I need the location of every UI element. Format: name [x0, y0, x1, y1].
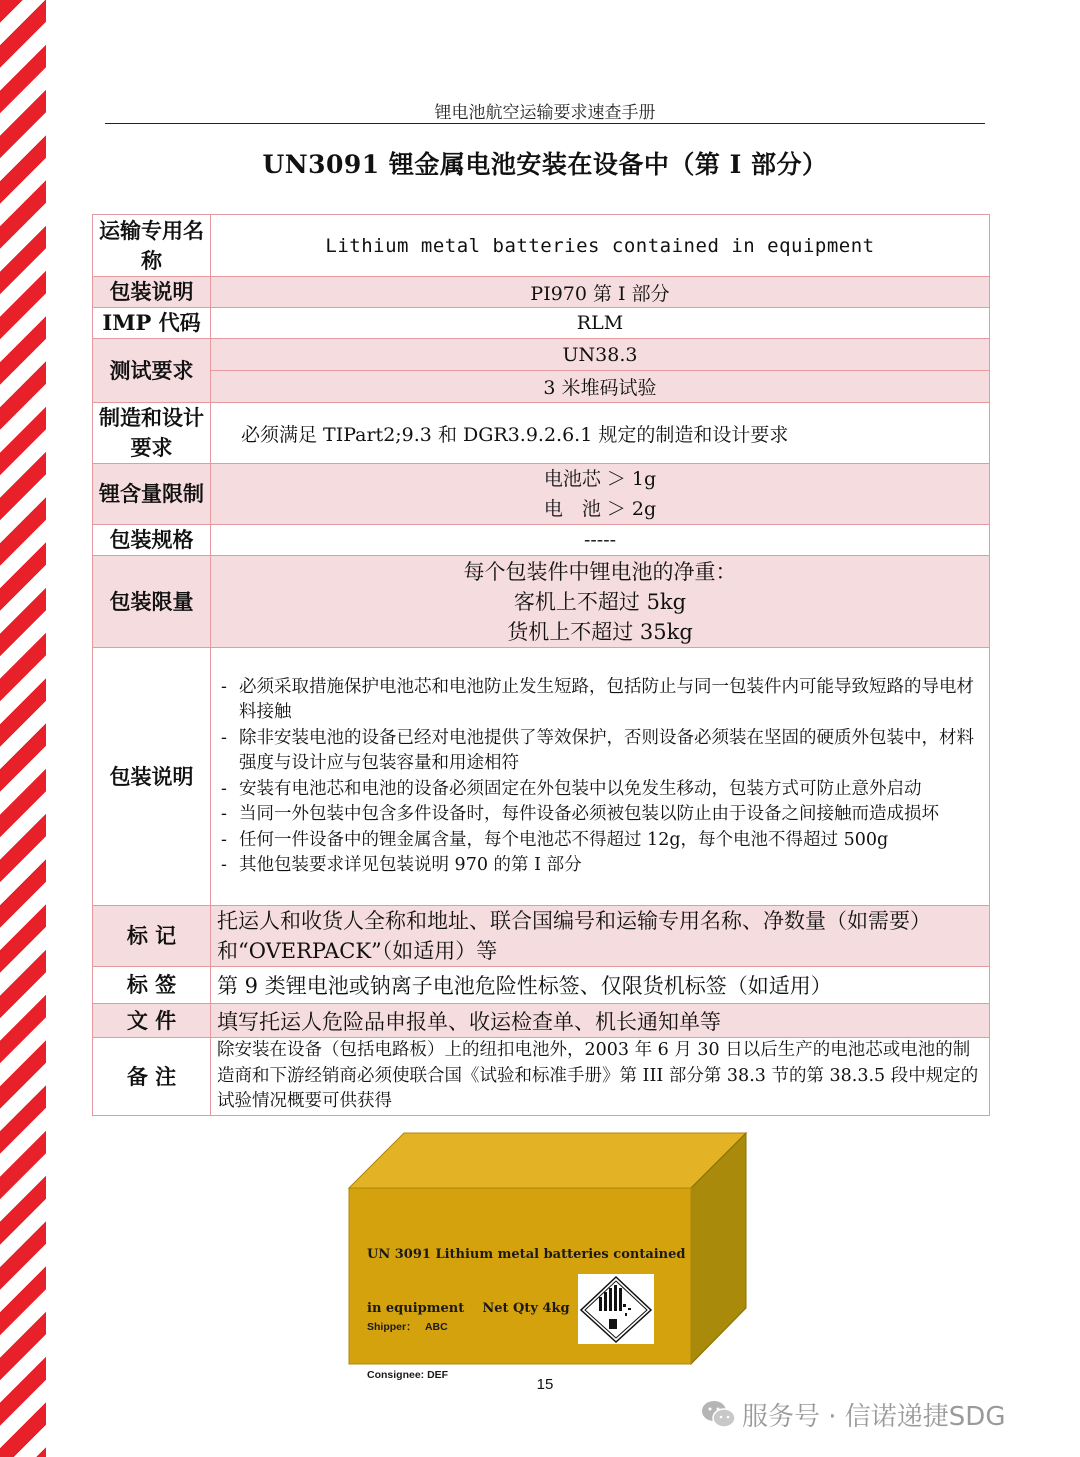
page-title: UN3091 锂金属电池安装在设备中（第 I 部分） — [262, 150, 828, 179]
box-top-face — [349, 1133, 746, 1188]
labels-value: 第 9 类锂电池或钠离子电池危险性标签、仅限货机标签（如适用） — [211, 967, 990, 1004]
table-row — [93, 525, 990, 556]
remarks-value: 除安装在设备（包括电路板）上的纽扣电池外，2003 年 6 月 30 日以后生产的电池芯或电池的制造商和下游经销商必须使联合国《试验和标准手册》第 III 部分第 38.3 节的第 38.3.5 段中规定的试验情况概要可供获得 — [211, 1038, 990, 1116]
packaging-spec-value: ----- — [211, 525, 990, 556]
package-illustration — [345, 1132, 750, 1381]
hazard-stripe-border — [0, 0, 46, 1457]
row-label-shipping-name: 运输专用名称 — [93, 215, 211, 277]
table-row — [93, 215, 990, 277]
table-row — [93, 464, 990, 525]
row-label-packing-instruction: 包装说明 — [93, 277, 211, 308]
list-item: - 当同一外包装中包含多件设备时，每件设备必须被包装以防止由于设备之间接触而造成损坏 — [219, 802, 985, 828]
table-row — [93, 339, 990, 371]
page-number: 15 — [536, 1376, 554, 1393]
table-row — [93, 556, 990, 648]
row-label-quantity-limit: 包装限量 — [93, 556, 211, 648]
quantity-limit-line: 每个包装件中锂电池的净重： — [463, 559, 737, 584]
marking-value: 托运人和收货人全称和地址、联合国编号和运输专用名称、净数量（如需要）和“OVERPACK”（如适用）等 — [211, 906, 990, 967]
requirements-table — [92, 214, 990, 1116]
list-item: - 除非安装电池的设备已经对电池提供了等效保护，否则设备必须装在坚固的硬质外包装中，材料强度与设计应与包装容量和用途相符 — [219, 726, 985, 777]
list-item: - 必须采取措施保护电池芯和电池防止发生短路，包括防止与同一包装件内可能导致短路的导电材料接触 — [219, 675, 985, 726]
testing-value-1: UN38.3 — [211, 339, 990, 371]
documents-value: 填写托运人危险品申报单、收运检查单、机长通知单等 — [211, 1004, 990, 1038]
wechat-icon — [700, 1399, 736, 1436]
package-address-text — [367, 1287, 448, 1415]
list-item: - 任何一件设备中的锂金属含量，每个电池芯不得超过 12g，每个电池不得超过 500g — [219, 828, 985, 854]
imp-code-value: RLM — [211, 308, 990, 339]
row-label-imp-code: IMP 代码 — [93, 308, 211, 339]
watermark-text: 服务号 · 信诺递捷SDG — [742, 1402, 1006, 1432]
shipper-line: Shipper： ABC — [367, 1321, 448, 1333]
quantity-limit-values — [211, 556, 990, 648]
table-row — [93, 308, 990, 339]
header-divider — [105, 123, 985, 124]
table-row — [93, 906, 990, 967]
running-header: 锂电池航空运输要求速查手册 — [434, 103, 656, 123]
table-row — [93, 1038, 990, 1116]
package-line-2: in equipment Net Qty 4kg — [367, 1301, 570, 1316]
row-label-packing-notes: 包装说明 — [93, 648, 211, 906]
table-row — [93, 277, 990, 308]
quantity-limit-line: 货机上不超过 35kg — [507, 619, 693, 644]
testing-value-2: 3 米堆码试验 — [211, 371, 990, 403]
table-row — [93, 403, 990, 464]
lithium-limit-battery: 电 池 ＞ 2g — [543, 498, 657, 520]
lithium-limit-values — [211, 464, 990, 525]
packing-notes-cell — [211, 648, 990, 906]
shipping-name-value: Lithium metal batteries contained in equipment — [211, 215, 990, 277]
row-label-design: 制造和设计要求 — [93, 403, 211, 464]
table-row — [93, 371, 990, 403]
quantity-limit-line: 客机上不超过 5kg — [513, 589, 687, 614]
row-label-marking: 标 记 — [93, 906, 211, 967]
row-label-testing: 测试要求 — [93, 339, 211, 403]
row-label-documents: 文 件 — [93, 1004, 211, 1038]
row-label-packaging-spec: 包装规格 — [93, 525, 211, 556]
row-label-lithium-limit: 锂含量限制 — [93, 464, 211, 525]
row-label-remarks: 备 注 — [93, 1038, 211, 1116]
list-item: - 安装有电池芯和电池的设备必须固定在外包装中以免发生移动，包装方式可防止意外启动 — [219, 777, 985, 803]
watermark — [700, 1396, 1005, 1436]
table-row — [93, 967, 990, 1004]
lithium-limit-cell: 电池芯 ＞ 1g — [543, 468, 657, 490]
design-value: 必须满足 TIPart2;9.3 和 DGR3.9.2.6.1 规定的制造和设计要求 — [211, 403, 990, 464]
list-item: - 其他包装要求详见包装说明 970 的第 I 部分 — [219, 853, 985, 879]
package-line-1: UN 3091 Lithium metal batteries contained — [367, 1247, 686, 1262]
table-row — [93, 648, 990, 906]
table-row — [93, 1004, 990, 1038]
consignee-line: Consignee: DEF — [367, 1369, 449, 1381]
packing-notes-list — [211, 673, 989, 881]
row-label-labels: 标 签 — [93, 967, 211, 1004]
packing-instruction-value: PI970 第 I 部分 — [211, 277, 990, 308]
